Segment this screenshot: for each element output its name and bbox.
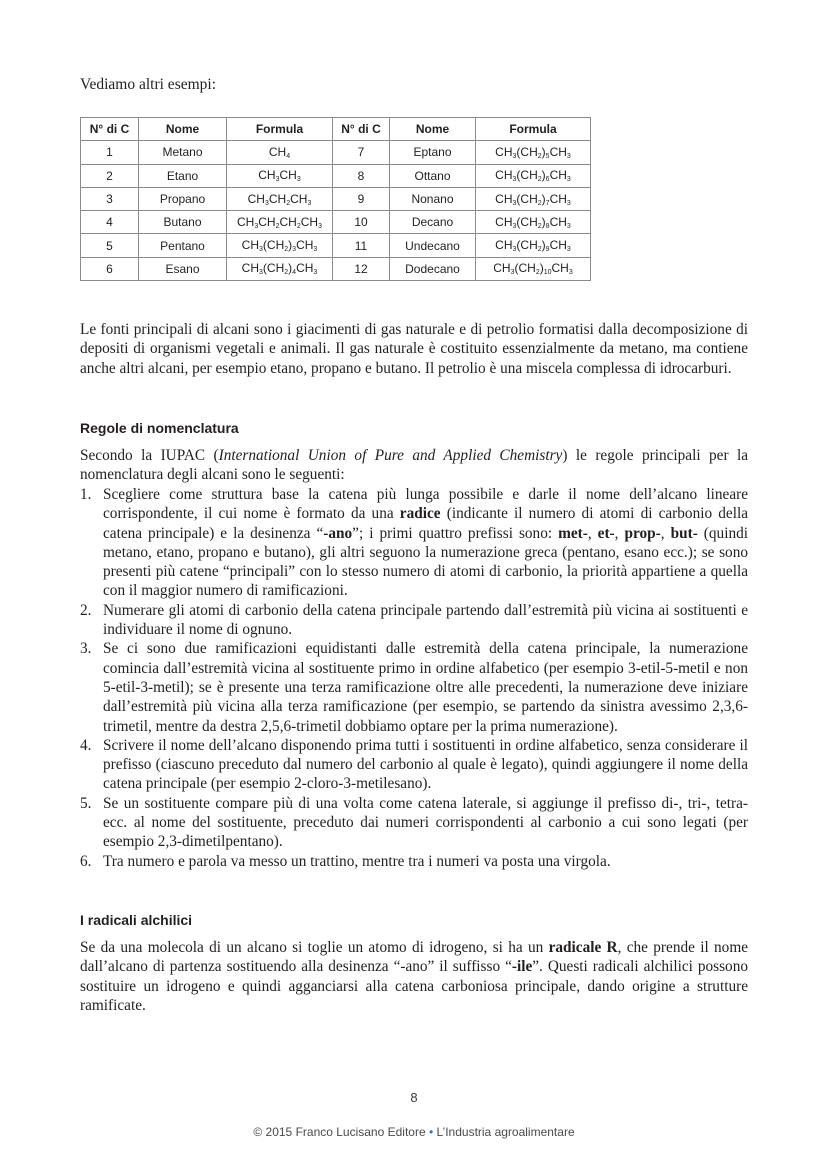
carbon-count-cell: 11: [333, 234, 390, 257]
table-row: [81, 141, 591, 164]
carbon-count-cell: 8: [333, 164, 390, 187]
paragraph-sources: Le fonti principali di alcani sono i giacimenti di gas naturale e di petrolio formatisi dalla decomposizione di depositi di organismi vegetali e animali. Il gas naturale è costituito essenzialmente da metano, ma contiene anche altri alcani, per esempio etano, propano e butano. Il petrolio è una miscela complessa di idrocarburi.: [80, 321, 748, 377]
rule-number: 2.: [80, 601, 92, 619]
rule-text: Scegliere come struttura base la catena più lunga possibile e darle il nome dell’alcano lineare corrispondente, il cui nome è formato da una radice (indicante il numero di atomi di carbonio della catena principale) e la desinenza “-ano”; i primi quattro prefissi sono: met-, et-, prop-, but- (quindi metano, etano, propano e butano), gli altri seguono la numerazione greca (pentano, esano ecc.); se sono presenti più catene “principali” con lo stesso numero di atomi di carbonio, la priorità appartiene a quella con il maggior numero di ramificazioni.: [103, 486, 748, 600]
name-cell: Eptano: [390, 141, 476, 164]
radicals-paragraph: Se da una molecola di un alcano si toglie un atomo di idrogeno, si ha un radicale R, che prende il nome dall’alcano di partenza sostituendo alla desinenza “-ano” il suffisso “-ile”. Questi radicali alchilici possono sostituire un idrogeno e quindi agganciarsi alla catena carboniosa principale, dando origine a strutture ramificate.: [80, 939, 749, 1014]
formula-cell: $CH_3(CH_2)_{10}CH_3$: [476, 257, 591, 280]
rule-item: [80, 794, 748, 852]
rule-text: Tra numero e parola va messo un trattino, mentre tra i numeri va posta una virgola.: [103, 852, 611, 870]
alkanes-table: [80, 117, 591, 281]
rule-number: 4.: [80, 736, 92, 754]
carbon-count-cell: 2: [81, 164, 139, 187]
name-cell: Ottano: [390, 164, 476, 187]
carbon-count-cell: 9: [333, 187, 390, 210]
table-row: [81, 164, 591, 187]
nomenclature-rules-list: [80, 485, 748, 871]
name-cell: Etano: [139, 164, 227, 187]
name-cell: Propano: [139, 187, 227, 210]
name-cell: Metano: [139, 141, 227, 164]
rule-text: Scrivere il nome dell’alcano disponendo prima tutti i sostituenti in ordine alfabetico, senza considerare il prefisso (ciascuno preceduto dal numero del carbonio al quale è legato), quindi aggiungere il nome della catena principale (per esempio 2-cloro-3-metilesano).: [103, 736, 748, 793]
carbon-count-cell: 1: [81, 141, 139, 164]
rule-text: Se ci sono due ramificazioni equidistanti dalle estremità della catena principale, la numerazione comincia dall’estremità vicina al sostituente primo in ordine alfabetico (per esempio 3-etil-5-metil e non 5-etil-3-metil); se è presente una terza ramificazione oltre alle precedenti, la numerazione deve iniziare dall’estremità più vicina alla terza ramificazione (per esempio, se partendo da sinistra avessimo 2,3,6-trimetil, mentre da destra 2,5,6-trimetil dobbiamo optare per la prima numerazione).: [103, 640, 748, 735]
rule-item: [80, 736, 748, 794]
rule-number: 5.: [80, 794, 92, 812]
carbon-count-cell: 10: [333, 211, 390, 234]
column-header: N° di C: [333, 118, 390, 141]
table-row: [81, 187, 591, 210]
rule-text: Numerare gli atomi di carbonio della catena principale partendo dall’estremità più vicina ai sostituenti e individuare il nome di ognuno.: [103, 601, 748, 639]
formula-cell: $CH_4$: [227, 141, 333, 164]
name-cell: Butano: [139, 211, 227, 234]
column-header: Formula: [227, 118, 333, 141]
table-row: [81, 234, 591, 257]
name-cell: Nonano: [390, 187, 476, 210]
page-number: 8: [410, 1090, 418, 1105]
rule-item: [80, 639, 748, 735]
carbon-count-cell: 3: [81, 187, 139, 210]
formula-cell: $CH_3(CH_2)_3CH_3$: [227, 234, 333, 257]
formula-cell: $CH_3(CH_2)_6CH_3$: [476, 164, 591, 187]
formula-cell: $CH_3CH_3$: [227, 164, 333, 187]
name-cell: Dodecano: [390, 257, 476, 280]
table-header-row: [81, 118, 591, 141]
formula-cell: $CH_3(CH_2)_5CH_3$: [476, 141, 591, 164]
carbon-count-cell: 7: [333, 141, 390, 164]
carbon-count-cell: 6: [81, 257, 139, 280]
footer-separator-dot: •: [428, 1125, 434, 1139]
footer-book-title: L’Industria agroalimentare: [436, 1125, 575, 1139]
formula-cell: $CH_3(CH_2)_8CH_3$: [476, 211, 591, 234]
formula-cell: $CH_3(CH_2)_9CH_3$: [476, 234, 591, 257]
formula-cell: $CH_3CH_2CH_3$: [227, 187, 333, 210]
name-cell: Pentano: [139, 234, 227, 257]
table-row: [81, 257, 591, 280]
table-body: [81, 141, 591, 281]
formula-cell: $CH_3(CH_2)_4CH_3$: [227, 257, 333, 280]
column-header: Nome: [390, 118, 476, 141]
column-header: N° di C: [81, 118, 139, 141]
column-header: Nome: [139, 118, 227, 141]
carbon-count-cell: 12: [333, 257, 390, 280]
nomenclature-intro: Secondo la IUPAC (International Union of Pure and Applied Chemistry) le regole principali per la nomenclatura degli alcani sono le seguenti:: [80, 447, 748, 484]
name-cell: Undecano: [390, 234, 476, 257]
carbon-count-cell: 5: [81, 234, 139, 257]
formula-cell: $CH_3CH_2CH_2CH_3$: [227, 211, 333, 234]
name-cell: Esano: [139, 257, 227, 280]
footer-copyright: © 2015 Franco Lucisano Editore: [253, 1125, 426, 1139]
rule-item: [80, 485, 748, 601]
table-row: [81, 211, 591, 234]
rule-text: Se un sostituente compare più di una volta come catena laterale, si aggiunge il prefisso di-, tri-, tetra- ecc. al nome del sostituente, preceduto dai numeri corrispondenti al carbonio a cui sono legati (per esempio 2,3-dimetilpentano).: [103, 794, 748, 851]
intro-text: Vediamo altri esempi:: [80, 76, 217, 93]
rule-item: [80, 601, 748, 640]
name-cell: Decano: [390, 211, 476, 234]
rule-number: 3.: [80, 640, 92, 658]
column-header: Formula: [476, 118, 591, 141]
rule-number: 1.: [80, 486, 92, 503]
section-heading-nomenclature: Regole di nomenclatura: [80, 420, 239, 436]
rule-item: [80, 852, 748, 871]
section-heading-radicals: I radicali alchilici: [80, 912, 193, 928]
footer: [0, 1125, 828, 1139]
formula-cell: $CH_3(CH_2)_7CH_3$: [476, 187, 591, 210]
carbon-count-cell: 4: [81, 211, 139, 234]
rule-number: 6.: [80, 852, 92, 870]
